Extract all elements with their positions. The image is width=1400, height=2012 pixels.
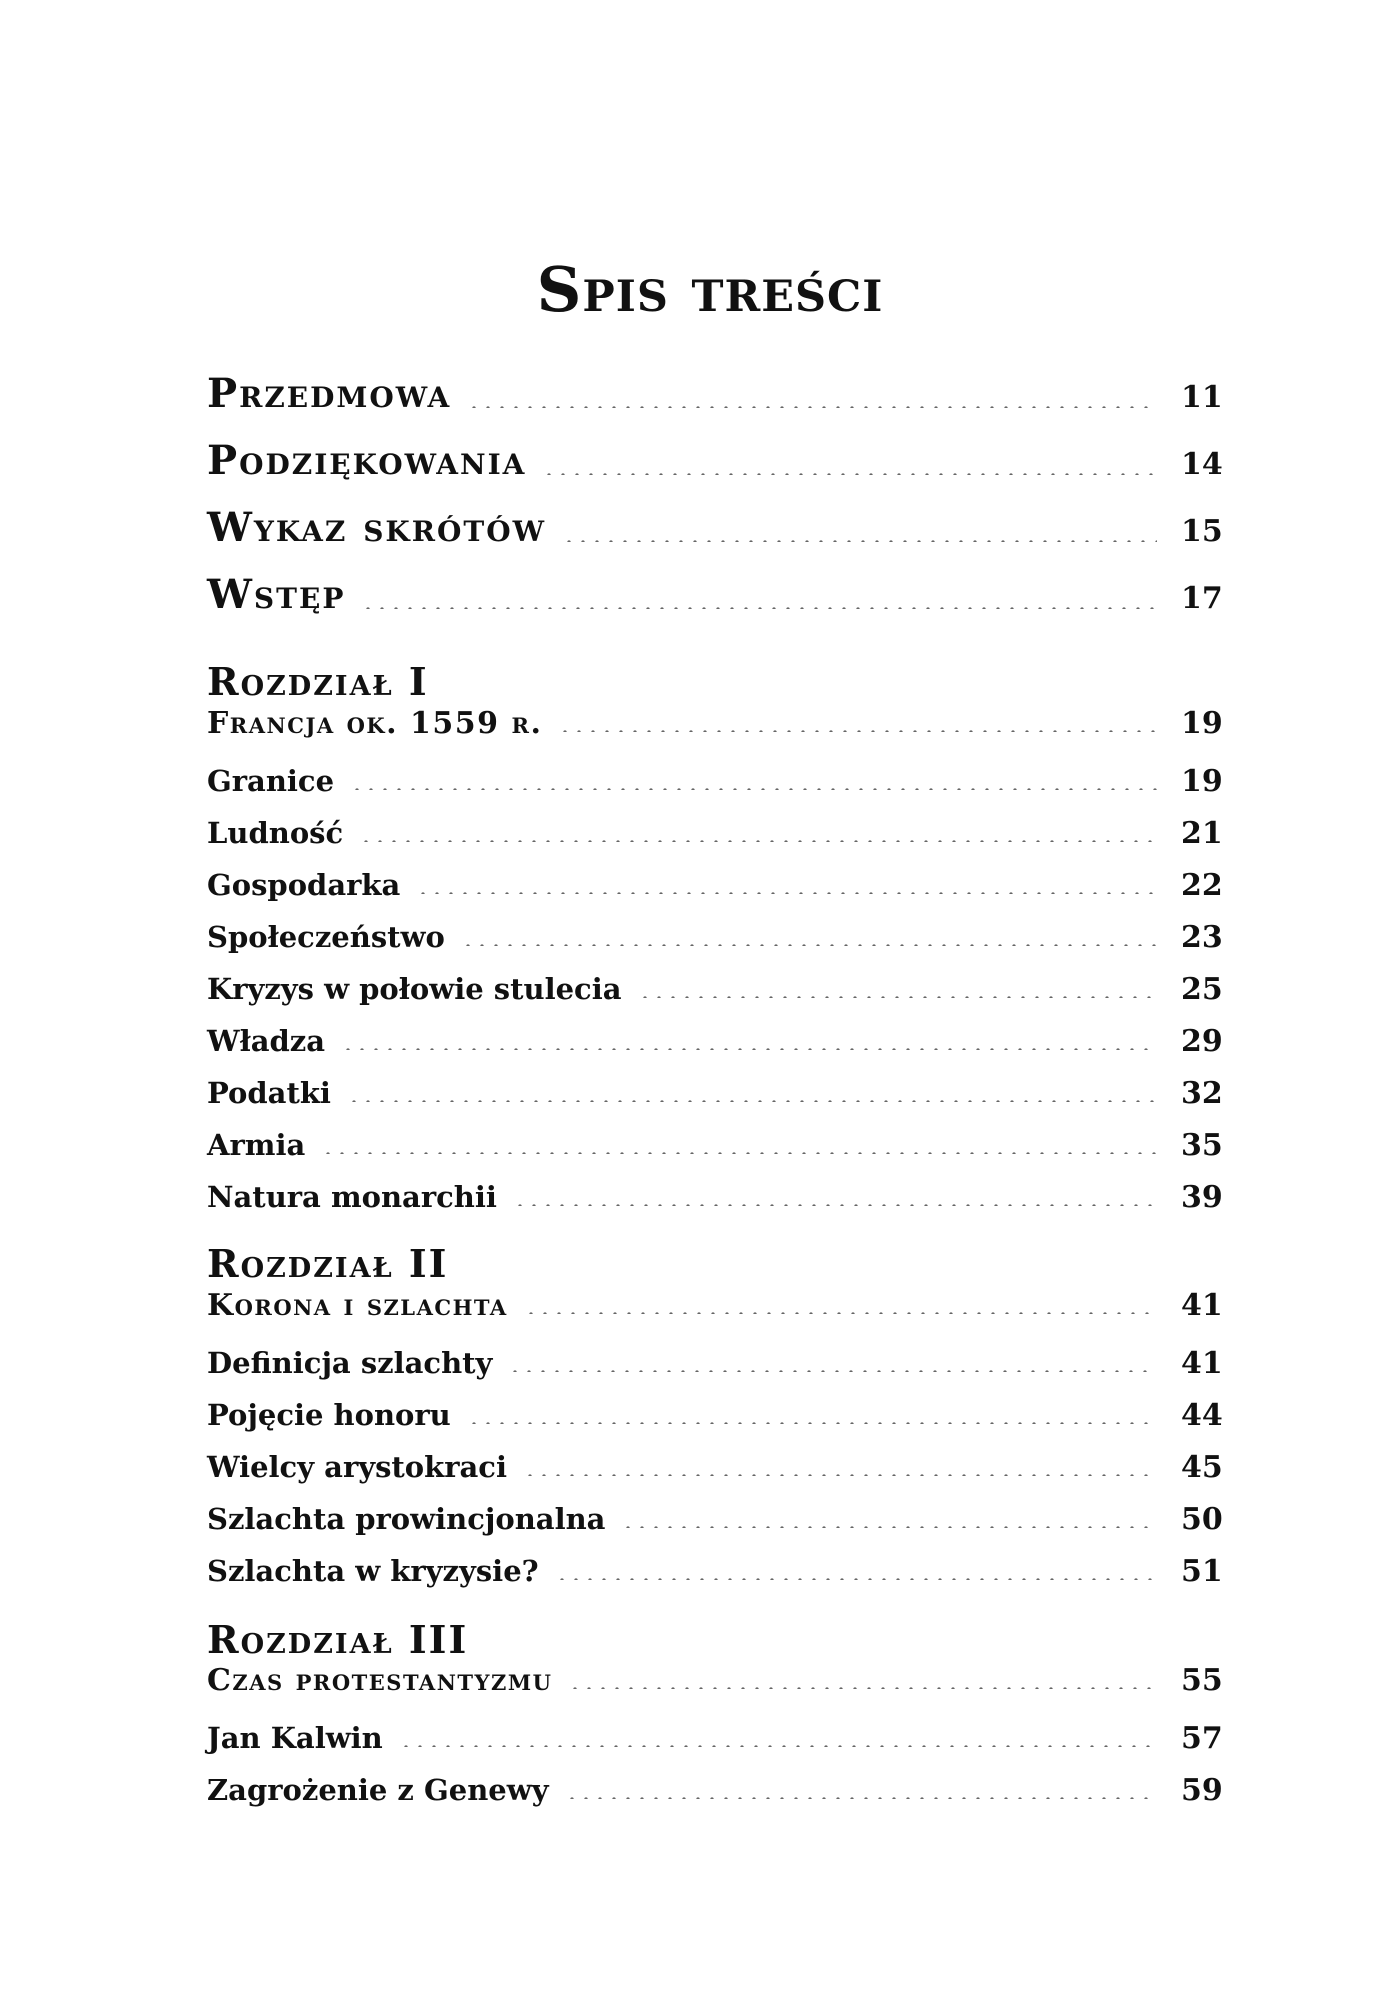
entry-label: Francja ok. 1559 r. (207, 706, 543, 741)
dot-leader (321, 1152, 1157, 1154)
chapter-title-entry (207, 706, 1221, 741)
entry-label: Armia (207, 1128, 306, 1162)
dot-leader (347, 1100, 1157, 1102)
entry-label: Zagrożenie z Genewy (207, 1773, 549, 1807)
entry-label: Jan Kalwin (207, 1721, 383, 1755)
dot-leader (461, 944, 1157, 946)
page-number: 15 (1181, 514, 1223, 549)
chapter-heading: Rozdział I (207, 659, 429, 704)
entry-label: Przedmowa (207, 370, 452, 417)
page-number: 23 (1181, 920, 1223, 955)
page-number: 21 (1181, 816, 1223, 851)
entry-label: Społeczeństwo (207, 920, 445, 954)
dot-leader (542, 473, 1157, 475)
page-number: 51 (1181, 1554, 1223, 1589)
page-number: 11 (1181, 380, 1223, 415)
entry-label: Definicja szlachty (207, 1346, 493, 1380)
entry-label: Szlachta prowincjonalna (207, 1502, 606, 1536)
page-number: 19 (1181, 706, 1223, 741)
entry-label: Granice (207, 764, 335, 798)
page-number: 25 (1181, 972, 1223, 1007)
entry-label: Szlachta w kryzysie? (207, 1554, 539, 1588)
dot-leader (558, 730, 1157, 732)
dot-leader (513, 1204, 1157, 1206)
dot-leader (555, 1578, 1157, 1580)
page-number: 29 (1181, 1024, 1223, 1059)
dot-leader (467, 1422, 1157, 1424)
chapter-title-entry (207, 1663, 1221, 1698)
toc-entry (207, 1554, 1221, 1589)
toc-entry (207, 920, 1221, 955)
toc-entry (207, 1076, 1221, 1111)
entry-label: Podziękowania (207, 437, 527, 484)
page-number: 22 (1181, 868, 1223, 903)
toc-entry (207, 972, 1221, 1007)
page-number: 57 (1181, 1721, 1223, 1756)
dot-leader (638, 996, 1157, 998)
dot-leader (568, 1687, 1157, 1689)
page-number: 41 (1181, 1288, 1223, 1323)
entry-label: Ludność (207, 816, 344, 850)
toc-entry (207, 816, 1221, 851)
page-number: 17 (1181, 581, 1223, 616)
chapter-title-entry (207, 1288, 1221, 1323)
toc-entry (207, 1024, 1221, 1059)
dot-leader (416, 892, 1157, 894)
page-number: 50 (1181, 1502, 1223, 1537)
page-number: 39 (1181, 1180, 1223, 1215)
dot-leader (350, 788, 1157, 790)
chapter-heading: Rozdział II (207, 1241, 449, 1286)
dot-leader (524, 1312, 1157, 1314)
toc-entry-preface (207, 370, 1221, 417)
dot-leader (508, 1370, 1157, 1372)
entry-label: Pojęcie honoru (207, 1398, 451, 1432)
page-title: Spis treści (536, 253, 884, 326)
dot-leader (359, 840, 1157, 842)
entry-label: Natura monarchii (207, 1180, 497, 1214)
dot-leader (565, 1797, 1157, 1799)
dot-leader (399, 1745, 1157, 1747)
page-number: 44 (1181, 1398, 1223, 1433)
dot-leader (467, 406, 1157, 408)
page-number: 32 (1181, 1076, 1223, 1111)
entry-label: Kryzys w połowie stulecia (207, 972, 622, 1006)
page-number: 14 (1181, 447, 1223, 482)
toc-entry (207, 868, 1221, 903)
toc-entry (207, 1773, 1221, 1808)
page-number: 55 (1181, 1663, 1223, 1698)
toc-entry (207, 1128, 1221, 1163)
page-number: 19 (1181, 764, 1223, 799)
entry-label: Wielcy arystokraci (207, 1450, 507, 1484)
toc-entry (207, 1398, 1221, 1433)
dot-leader (523, 1474, 1157, 1476)
toc-entry (207, 1502, 1221, 1537)
dot-leader (361, 607, 1157, 609)
dot-leader (562, 540, 1157, 542)
dot-leader (341, 1048, 1157, 1050)
toc-entry-acknowledgements (207, 437, 1221, 484)
entry-label: Gospodarka (207, 868, 401, 902)
toc-entry (207, 1721, 1221, 1756)
dot-leader (621, 1526, 1157, 1528)
toc-entry-introduction (207, 571, 1221, 618)
toc-entry (207, 1180, 1221, 1215)
entry-label: Wykaz skrótów (207, 504, 547, 551)
page-number: 35 (1181, 1128, 1223, 1163)
toc-entry-abbreviations (207, 504, 1221, 551)
entry-label: Wstęp (207, 571, 346, 618)
page-number: 59 (1181, 1773, 1223, 1808)
page-number: 45 (1181, 1450, 1223, 1485)
entry-label: Podatki (207, 1076, 331, 1110)
chapter-heading: Rozdział III (207, 1617, 469, 1662)
entry-label: Czas protestantyzmu (207, 1663, 553, 1698)
page-number: 41 (1181, 1346, 1223, 1381)
toc-entry (207, 764, 1221, 799)
toc-entry (207, 1346, 1221, 1381)
entry-label: Władza (207, 1024, 326, 1058)
entry-label: Korona i szlachta (207, 1288, 508, 1323)
toc-entry (207, 1450, 1221, 1485)
